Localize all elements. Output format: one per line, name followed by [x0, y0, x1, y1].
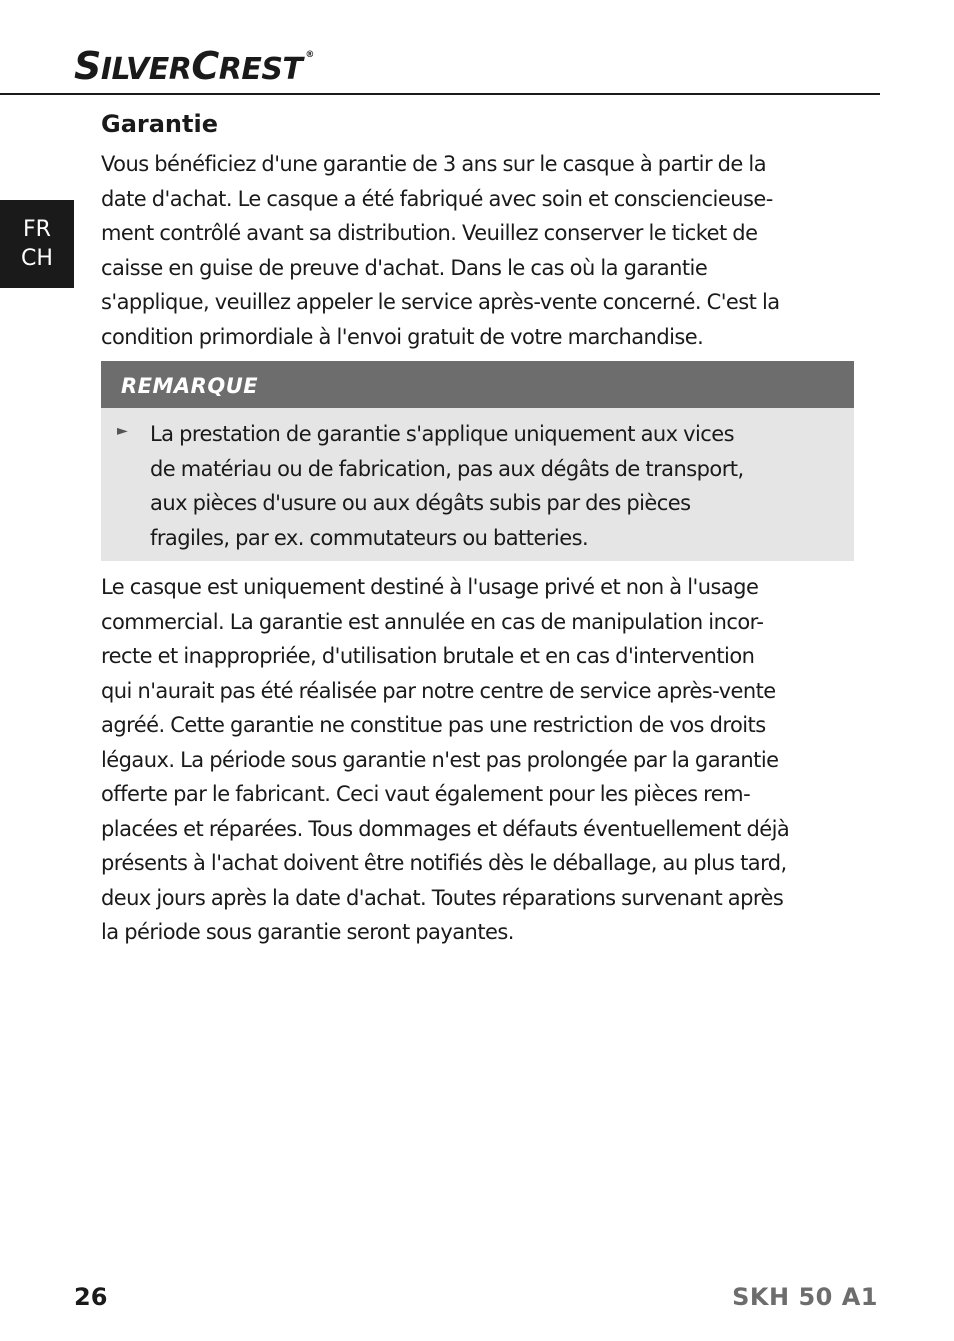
- text-line: la période sous garantie seront payantes.: [101, 920, 514, 944]
- text-line: Le casque est uniquement destiné à l'usage privé et non à l'usage: [101, 575, 759, 599]
- text-line: deux jours après la date d'achat. Toutes réparations survenant après: [101, 885, 784, 910]
- note-text: [150, 417, 844, 555]
- page-number: 26: [74, 1283, 108, 1311]
- text-line: La prestation de garantie s'applique uniquement aux vices: [150, 422, 735, 446]
- language-code-ch: CH: [21, 246, 53, 271]
- text-line: commercial. La garantie est annulée en cas de manipulation incor-: [101, 609, 764, 634]
- text-line: offerte par le fabricant. Ceci vaut également pour les pièces rem-: [101, 782, 751, 806]
- text-line: présents à l'achat doivent être notifiés dès le déballage, au plus tard,: [101, 851, 787, 875]
- main-content: [101, 105, 857, 950]
- registered-mark: ®: [305, 50, 314, 60]
- conditions-paragraph: [101, 570, 857, 950]
- section-title: Garantie: [101, 110, 218, 138]
- header-divider: [0, 93, 880, 95]
- text-line: qui n'aurait pas été réalisée par notre centre de service après-vente: [101, 678, 776, 703]
- text-line: fragiles, par ex. commutateurs ou batteries.: [150, 525, 589, 550]
- language-code-fr: FR: [23, 217, 51, 242]
- text-line: agréé. Cette garantie ne constitue pas une restriction de vos droits: [101, 713, 766, 737]
- brand-word-silver: ILVER: [100, 52, 192, 87]
- text-line: condition primordiale à l'envoi gratuit de votre marchandise.: [101, 324, 704, 349]
- note-body: [101, 408, 854, 561]
- text-line: date d'achat. Le casque a été fabriqué avec soin et consciencieuse-: [101, 186, 773, 211]
- note-title: REMARQUE: [101, 361, 854, 408]
- text-line: recte et inappropriée, d'utilisation brutale et en cas d'intervention: [101, 644, 755, 668]
- text-line: Vous bénéficiez d'une garantie de 3 ans sur le casque à partir de la: [101, 152, 767, 176]
- language-tab: [0, 200, 74, 288]
- brand-word-crest: REST: [218, 52, 303, 87]
- brand-initial-s: S: [74, 44, 101, 88]
- text-line: ment contrôlé avant sa distribution. Veuillez conserver le ticket de: [101, 221, 758, 245]
- text-line: s'applique, veuillez appeler le service après-vente concerné. C'est la: [101, 290, 780, 314]
- model-number: SKH 50 A1: [732, 1283, 878, 1311]
- text-line: placées et réparées. Tous dommages et défauts éventuellement déjà: [101, 816, 790, 841]
- text-line: légaux. La période sous garantie n'est pas prolongée par la garantie: [101, 747, 779, 772]
- triangle-right-icon: ►: [117, 423, 128, 439]
- note-box: [101, 361, 854, 561]
- intro-paragraph: [101, 147, 857, 354]
- brand-logo: [74, 44, 314, 88]
- brand-initial-c: C: [191, 44, 219, 88]
- text-line: aux pièces d'usure ou aux dégâts subis par des pièces: [150, 491, 691, 515]
- text-line: de matériau ou de fabrication, pas aux dégâts de transport,: [150, 456, 744, 481]
- text-line: caisse en guise de preuve d'achat. Dans le cas où la garantie: [101, 255, 708, 280]
